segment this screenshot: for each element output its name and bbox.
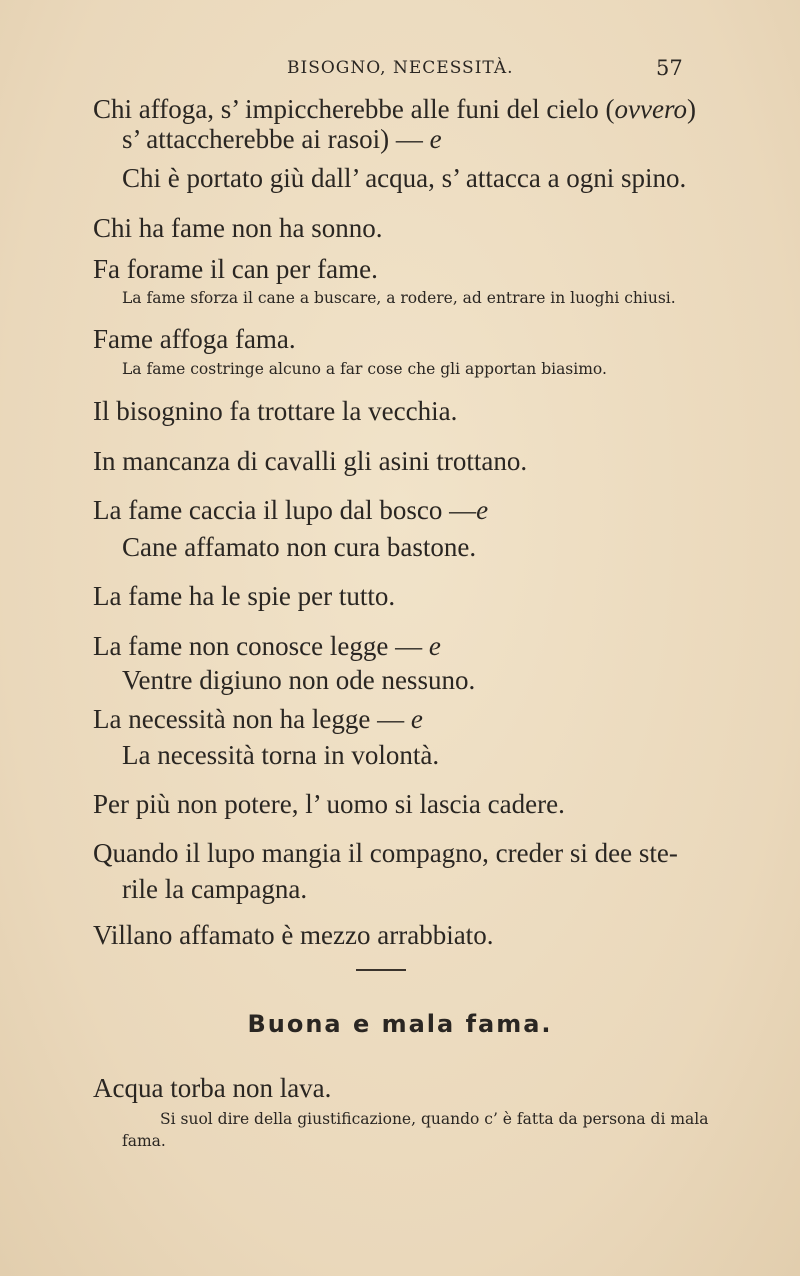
proverb-line: La fame caccia il lupo dal bosco —e xyxy=(93,495,489,525)
page-number: 57 xyxy=(656,56,683,80)
proverb-line: Quando il lupo mangia il compagno, creder si dee ste- xyxy=(93,838,678,868)
proverb-gloss: La fame costringe alcuno a far cose che gli apportan biasimo. xyxy=(122,360,607,378)
proverb-line: Chi è portato giù dall’ acqua, s’ attacca a ogni spino. xyxy=(122,163,687,193)
proverb-line: Fame affoga fama. xyxy=(93,324,296,354)
proverb-line: Acqua torba non lava. xyxy=(93,1073,332,1103)
running-header xyxy=(0,58,800,88)
proverb-line: Ventre digiuno non ode nessuno. xyxy=(122,665,476,695)
proverb-line: rile la campagna. xyxy=(122,874,308,904)
proverb-gloss: fama. xyxy=(122,1132,166,1150)
proverb-line: Cane affamato non cura bastone. xyxy=(122,532,477,562)
proverb-line: Fa forame il can per fame. xyxy=(93,254,378,284)
proverb-line: La fame ha le spie per tutto. xyxy=(93,581,396,611)
proverb-line: Per più non potere, l’ uomo si lascia cadere. xyxy=(93,789,565,819)
proverb-line: Chi ha fame non ha sonno. xyxy=(93,213,383,243)
proverb-gloss: La fame sforza il cane a buscare, a rodere, ad entrare in luoghi chiusi. xyxy=(122,289,676,307)
proverb-line: La necessità non ha legge — e xyxy=(93,704,423,734)
proverb-line: Il bisognino fa trottare la vecchia. xyxy=(93,396,458,426)
section-divider xyxy=(356,969,406,971)
proverb-gloss: Si suol dire della giustificazione, quando c’ è fatta da persona di mala xyxy=(160,1110,709,1128)
section-title: Buona e mala fama. xyxy=(247,1010,553,1038)
running-title: BISOGNO, NECESSITÀ. xyxy=(287,58,514,78)
proverb-line: s’ attaccherebbe ai rasoi) — e xyxy=(122,124,442,154)
proverb-line: La fame non conosce legge — e xyxy=(93,631,441,661)
proverb-line: Villano affamato è mezzo arrabbiato. xyxy=(93,920,494,950)
proverb-line: La necessità torna in volontà. xyxy=(122,740,440,770)
proverb-line: In mancanza di cavalli gli asini trottano. xyxy=(93,446,528,476)
proverb-line: Chi affoga, s’ impiccherebbe alle funi del cielo (ovvero) xyxy=(93,94,697,124)
